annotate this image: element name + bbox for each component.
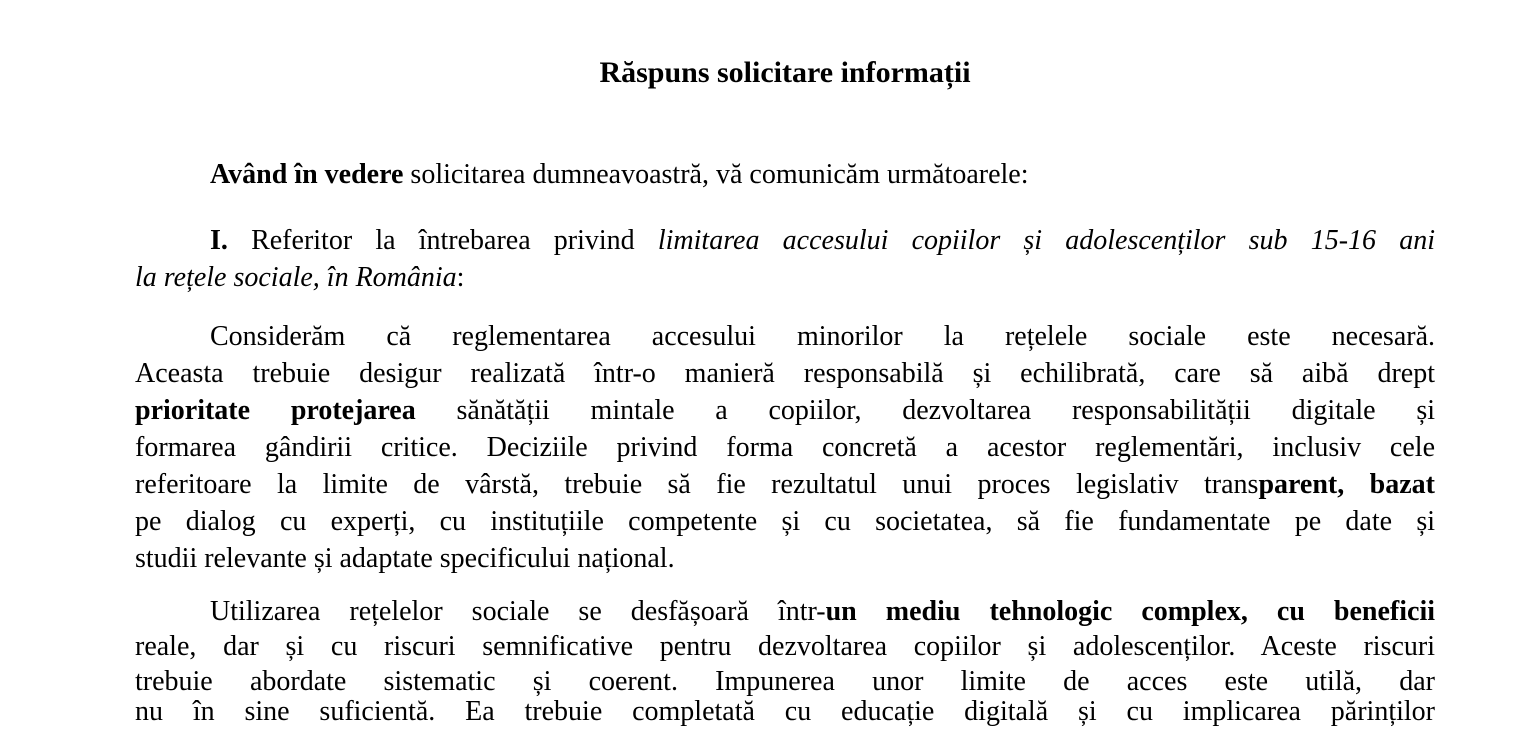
text-line xyxy=(135,540,1435,577)
document-title: Răspuns solicitare informații xyxy=(599,56,971,89)
text-line xyxy=(135,503,1435,540)
paragraph xyxy=(135,594,1435,699)
text-run: reale, dar și cu riscuri semnificative pentru dezvoltarea copiilor și adolescenților. Aceste riscuri xyxy=(135,631,1435,662)
text-line xyxy=(135,629,1435,664)
paragraph xyxy=(135,222,1435,296)
text-run: : xyxy=(456,262,465,293)
text-line xyxy=(135,318,1435,355)
text-run: Aceasta trebuie desigur realizată într-o manieră responsabilă și echilibrată, care să aibă drept xyxy=(135,358,1435,389)
text-line xyxy=(135,594,1435,629)
text-run: Având în vedere xyxy=(210,159,404,190)
text-run: I. xyxy=(210,225,228,256)
text-run: trebuie abordate sistematic și coerent. Impunerea unor limite de acces este utilă, dar xyxy=(135,666,1435,697)
text-run: pe dialog cu experți, cu instituțiile competente și cu societatea, să fie fundamentate pe date și xyxy=(135,506,1435,537)
text-line xyxy=(135,259,1435,296)
text-run: Referitor la întrebarea privind xyxy=(227,225,658,256)
text-run: solicitarea dumneavoastră, vă comunicăm următoarele: xyxy=(403,159,1029,190)
text-run: nu în sine suficientă. Ea trebuie completată cu educație digitală și cu implicarea părinților xyxy=(135,696,1435,727)
paragraph xyxy=(135,318,1435,577)
text-line xyxy=(135,429,1435,466)
text-run: la rețele sociale, în România xyxy=(135,262,457,293)
paragraph xyxy=(135,156,1435,193)
text-line xyxy=(135,392,1435,429)
text-run: formarea gândirii critice. Deciziile privind forma concretă a acestor reglementări, inclusiv cele xyxy=(135,432,1435,463)
text-run: limitarea accesului copiilor și adolescenților sub 15-16 ani xyxy=(657,225,1435,256)
text-run: parent, bazat xyxy=(1258,469,1435,500)
text-line xyxy=(135,222,1435,259)
text-run: prioritate protejarea xyxy=(135,395,416,426)
text-run: Considerăm că reglementarea accesului minorilor la rețelele sociale este necesară. xyxy=(210,321,1435,352)
clipped-line xyxy=(135,694,1435,729)
text-run: Utilizarea rețelelor sociale se desfășoară într- xyxy=(210,596,826,627)
text-line xyxy=(135,156,1435,193)
text-run: un mediu tehnologic complex, cu beneficii xyxy=(825,596,1435,627)
text-line xyxy=(135,466,1435,503)
text-run: referitoare la limite de vârstă, trebuie să fie rezultatul unui proces legislativ trans xyxy=(135,469,1259,500)
text-run: sănătății mintale a copiilor, dezvoltarea responsabilității digitale și xyxy=(415,395,1435,426)
text-run: studii relevante și adaptate specificului național. xyxy=(135,543,675,574)
text-line xyxy=(135,355,1435,392)
